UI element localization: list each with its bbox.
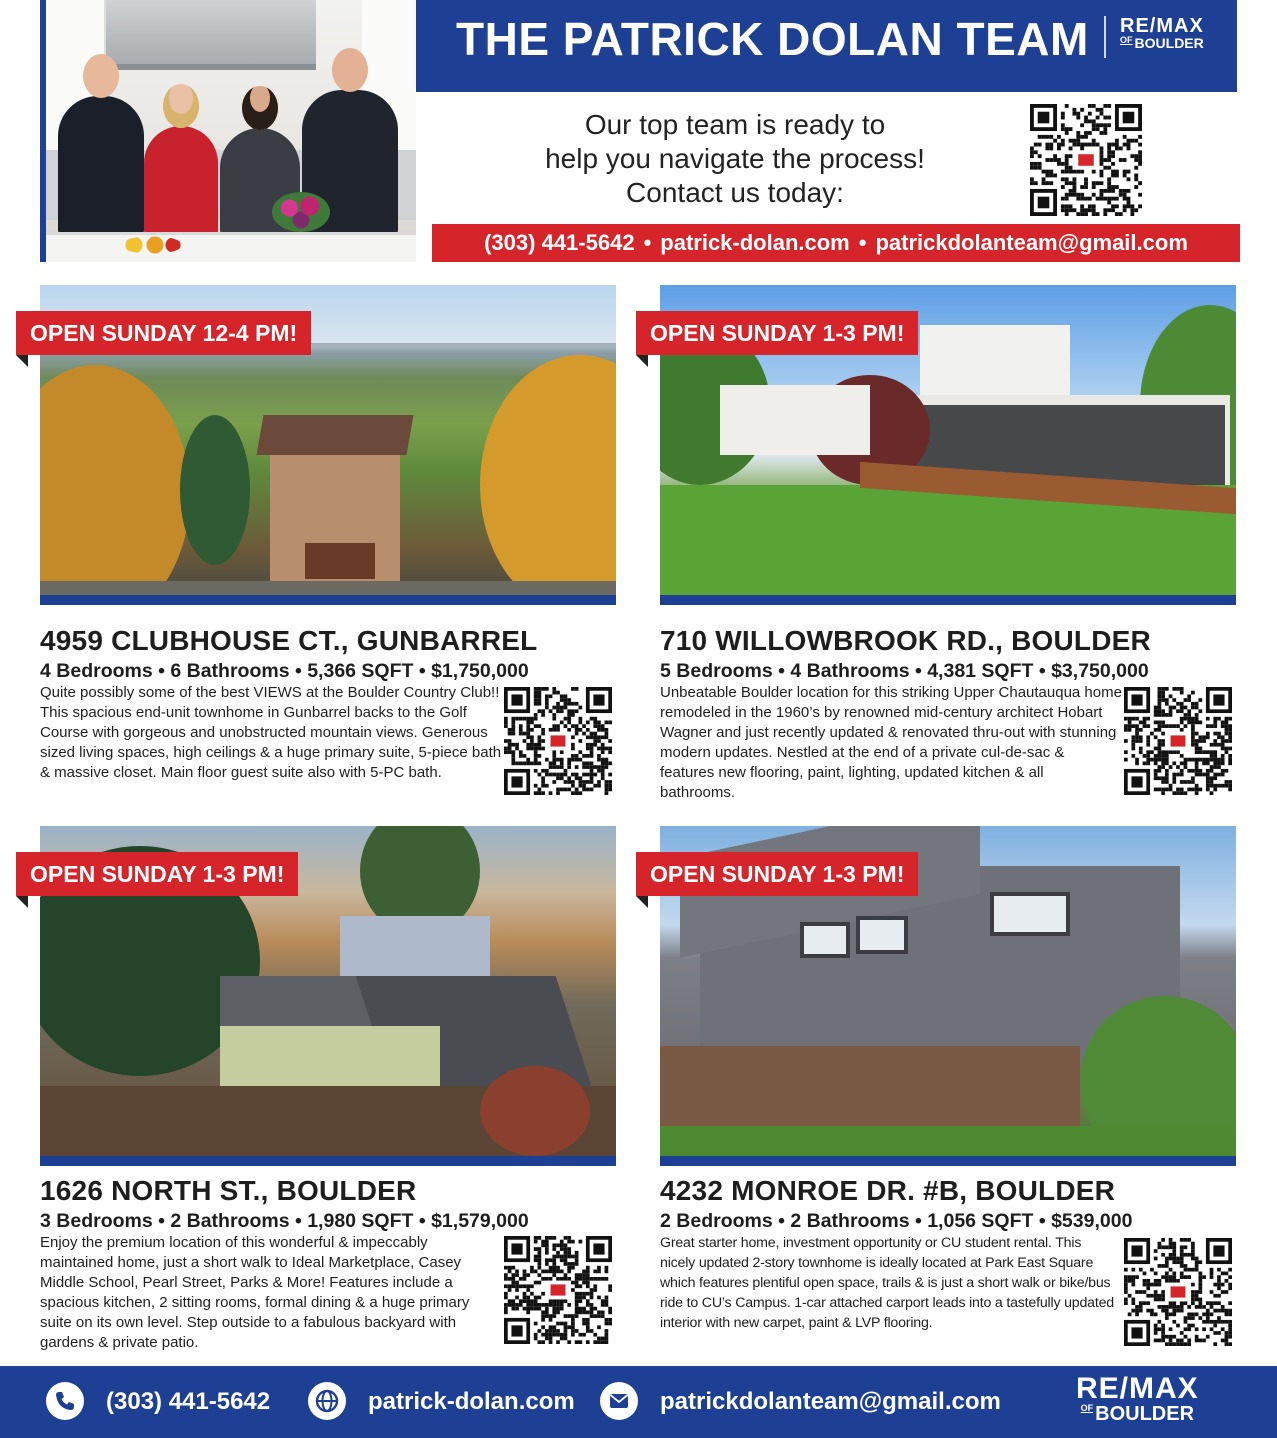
listing-description: Great starter home, investment opportunity or CU student rental. This nicely updated 2-story townhome is ideally located at Park East Square which features plentiful open space, trails & is just a short walk or bike/bus ride to CU’s Campus. 1-car attached carport leads into a tastefully updated interior with new carpet, paint & LVP flooring. [660,1235,1114,1331]
flower-vase [272,192,330,232]
footer-email[interactable]: patrickdolanteam@gmail.com [660,1388,1001,1415]
open-house-badge: OPEN SUNDAY 1-3 PM! [16,852,298,896]
team-member [58,96,144,236]
website-link[interactable]: patrick-dolan.com [660,230,850,255]
email-link[interactable]: patrickdolanteam@gmail.com [875,230,1188,255]
listing-address: 710 WILLOWBROOK RD., BOULDER [660,625,1151,656]
kitchen-counter [46,232,416,262]
listing-specs: 2 Bedrooms • 2 Bathrooms • 1,056 SQFT • $539,000 [660,1210,1133,1232]
phone-link[interactable]: (303) 441-5642 [484,230,635,255]
team-photo [40,0,416,262]
contact-ribbon: (303) 441-5642 • patrick-dolan.com • patrickdolanteam@gmail.com [432,224,1240,262]
listing-specs: 5 Bedrooms • 4 Bathrooms • 4,381 SQFT • $3,750,000 [660,660,1149,682]
tagline: Our top team is ready to help you navigate the process! Contact us today: [545,109,925,208]
divider [1104,16,1106,58]
page-title: THE PATRICK DOLAN TEAM [456,13,1089,65]
listing-description: Enjoy the premium location of this wonderful & impeccably maintained home, just a short walk to Ideal Marketplace, Casey Middle School, Pearl Street, Parks & More! Features include a spacious kitchen, 2 sitting rooms, formal dining & a huge primary suite on its own level. Step outside to a fabulous backyard with gardens & private patio. [40,1234,470,1351]
open-house-badge: OPEN SUNDAY 1-3 PM! [636,852,918,896]
listing-address: 4232 MONROE DR. #B, BOULDER [660,1175,1116,1206]
listing-description: Quite possibly some of the best VIEWS at the Boulder Country Club!! This spacious end-unit townhome in Gunbarrel backs to the Golf Course with gorgeous and unobstructed mountain views. Generous sized living spaces, high ceilings & a huge primary suite, 5-piece bath & massive closet. Main floor guest suite also with 5-PC bath. [40,684,502,781]
footer-phone[interactable]: (303) 441-5642 [106,1388,271,1415]
phone-icon [46,1382,84,1420]
qr-code[interactable] [504,1236,612,1344]
team-member [144,126,218,236]
qr-code[interactable] [1124,1238,1232,1346]
remax-logo: RE/MAX $^{OF}$ BOULDER [1120,15,1204,51]
mail-icon [600,1382,638,1420]
title-banner [416,0,1237,92]
fruit-bowl [122,236,182,254]
open-house-badge: OPEN SUNDAY 12-4 PM! [16,311,311,355]
listing-address: 4959 CLUBHOUSE CT., GUNBARREL [40,625,538,656]
listing-specs: 3 Bedrooms • 2 Bathrooms • 1,980 SQFT • $1,579,000 [40,1210,529,1232]
qr-code[interactable] [1030,104,1142,216]
footer-bar [0,1366,1277,1438]
open-house-badge: OPEN SUNDAY 1-3 PM! [636,311,918,355]
globe-icon [308,1382,346,1420]
qr-code[interactable] [504,687,612,795]
listing-description: Unbeatable Boulder location for this striking Upper Chautauqua home remodeled in the 1960’s by renowned mid-century architect Hobart Wagner and just recently updated & renovated thru-out with stunning modern updates. Nestled at the end of a private cul-de-sac & features new flooring, paint, lighting, updated kitchen & all bathrooms. [660,684,1122,801]
range-hood [106,0,316,70]
remax-logo: RE/MAX $^{OF}$ BOULDER [1076,1372,1199,1425]
qr-code[interactable] [1124,687,1232,795]
footer-website[interactable]: patrick-dolan.com [368,1388,575,1415]
listing-address: 1626 NORTH ST., BOULDER [40,1175,417,1206]
listing-specs: 4 Bedrooms • 6 Bathrooms • 5,366 SQFT • $1,750,000 [40,660,529,682]
